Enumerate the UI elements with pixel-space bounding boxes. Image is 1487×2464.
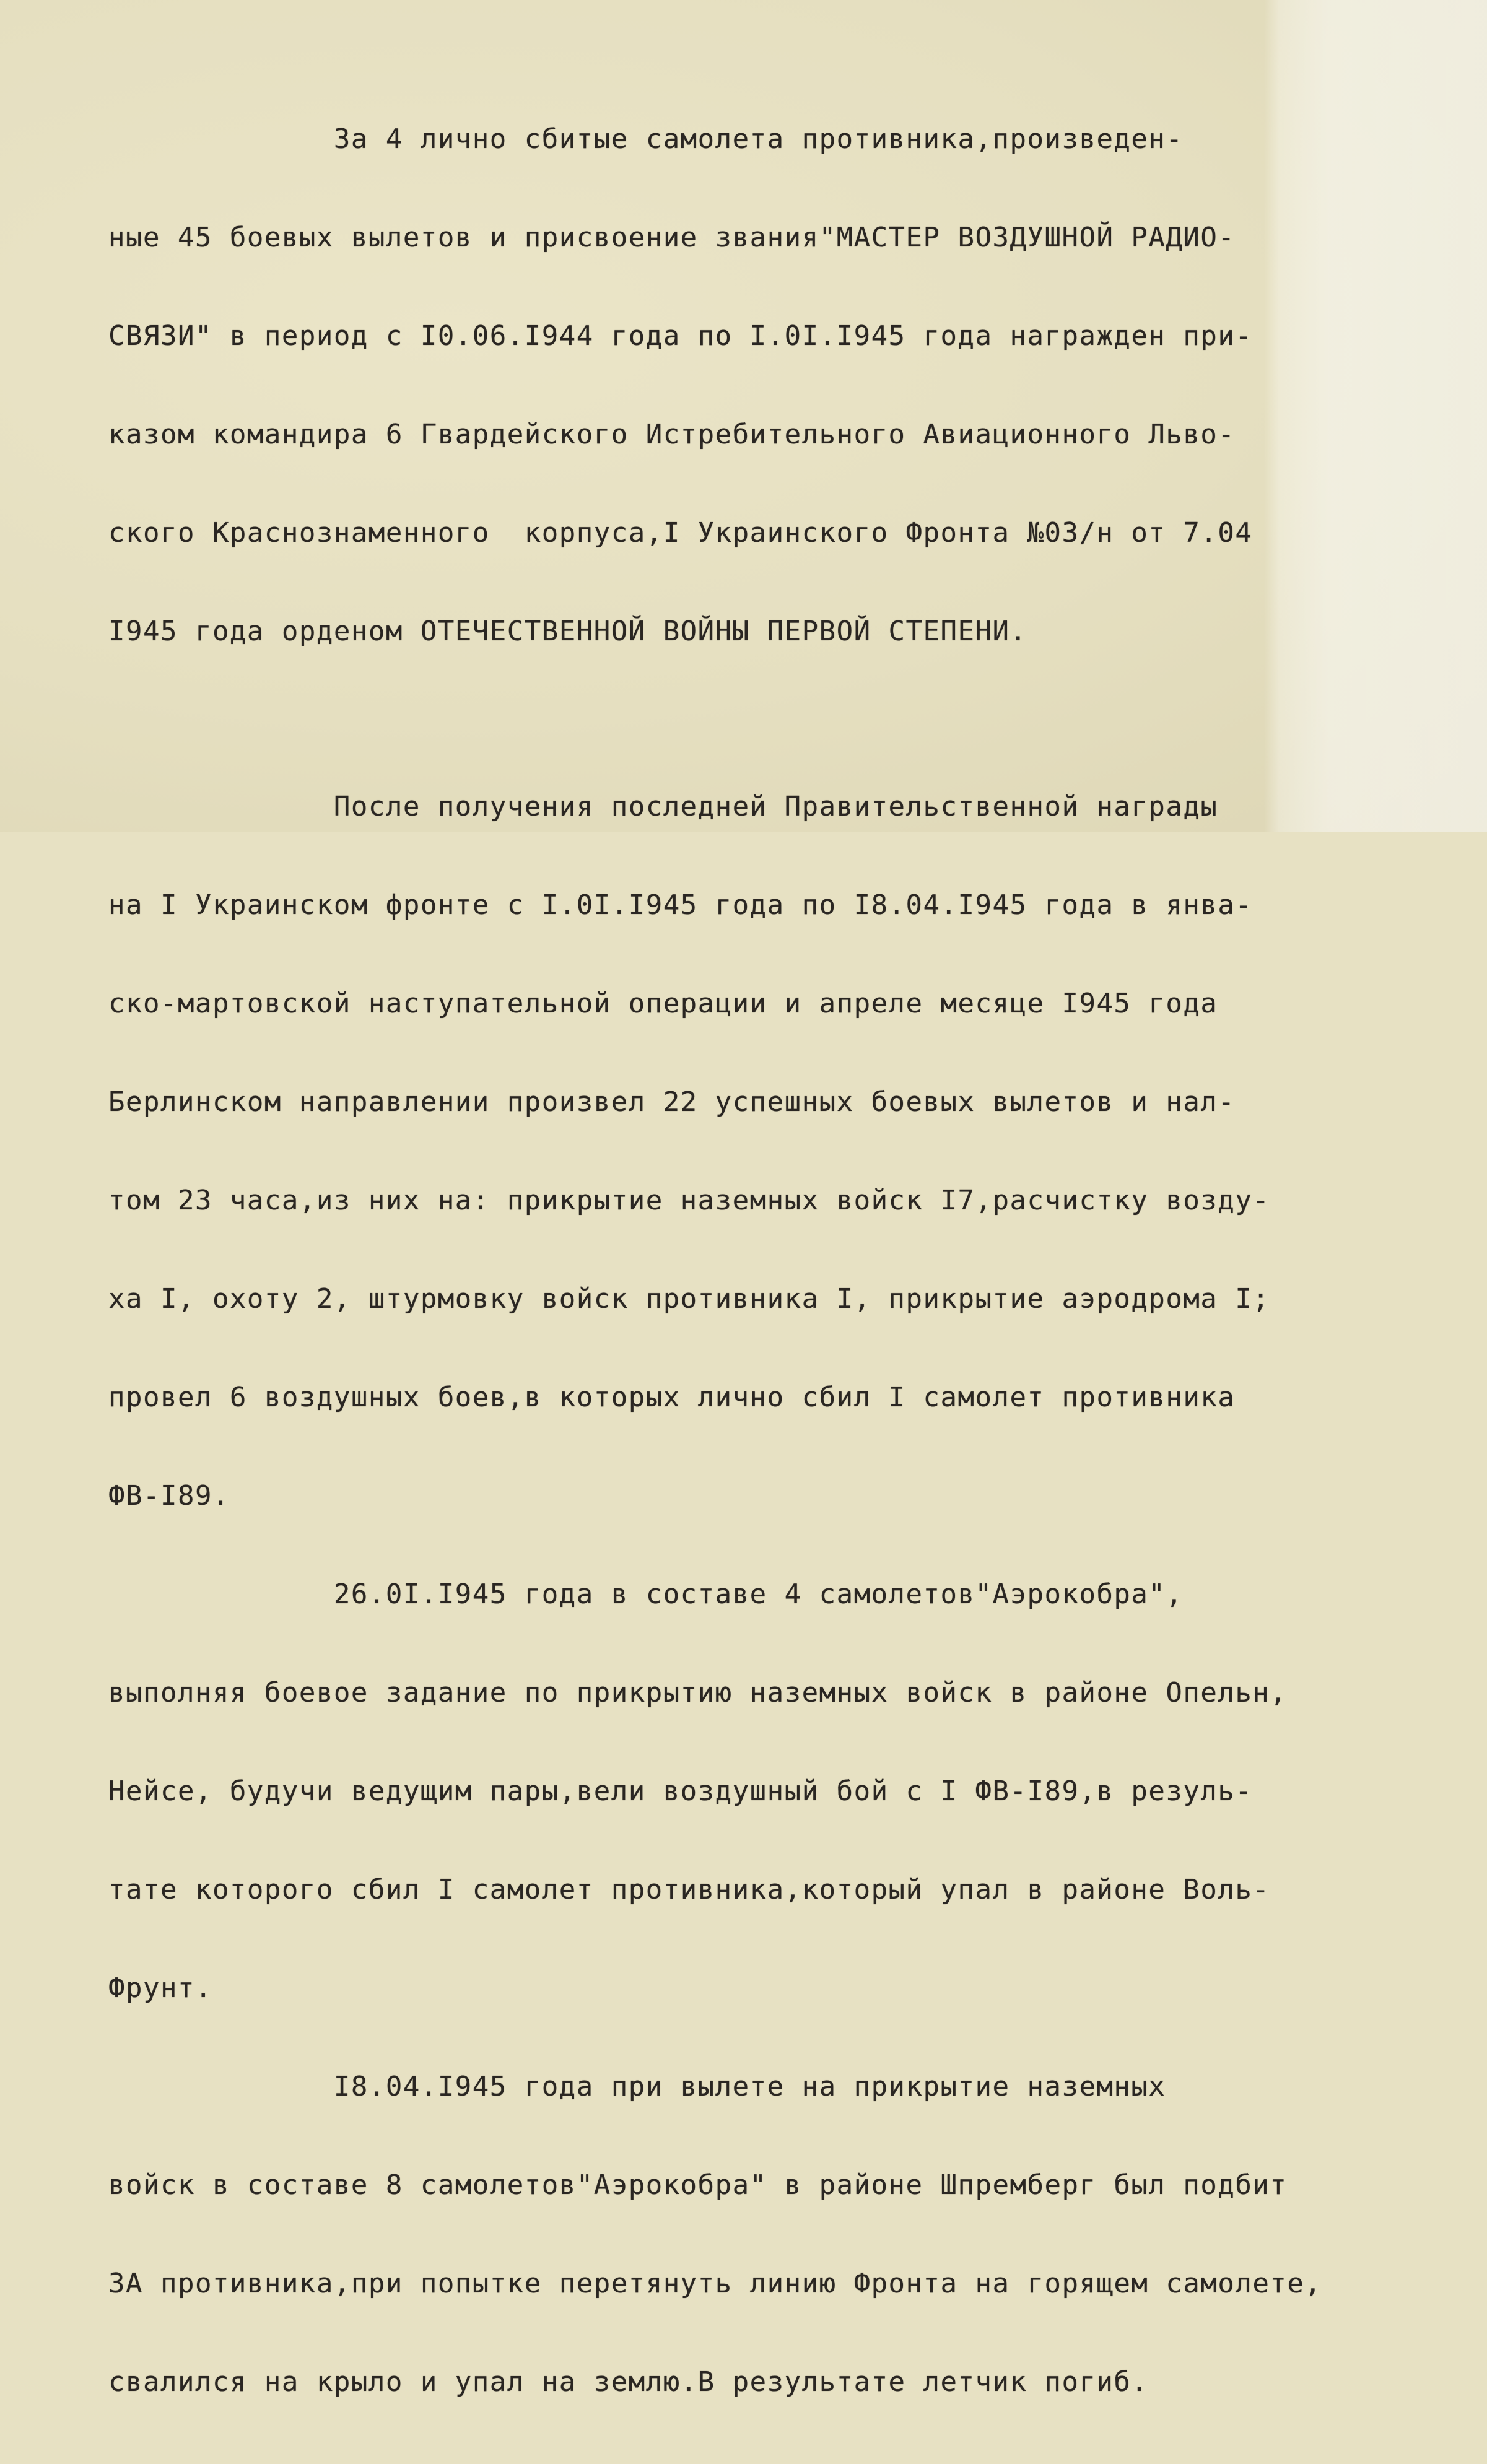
text-line: ского Краснознаменного корпуса,I Украинского Фронта №03/н от 7.04 <box>108 517 1253 549</box>
text-line: СВЯЗИ" в период с I0.06.I944 года по I.0I.I945 года награжден при- <box>108 320 1253 352</box>
text-line: ЗА противника,при попытке перетянуть линию Фронта на горящем самолете, <box>108 2268 1322 2299</box>
text-line: 26.0I.I945 года в составе 4 самолетов"Аэрокобра", <box>108 1578 1184 1610</box>
text-line: Нейсе, будучи ведущим пары,вели воздушный бой с I ФВ-I89,в резуль- <box>108 1775 1253 1807</box>
text-line: За 4 лично сбитые самолета противника,произведен- <box>108 123 1184 155</box>
text-line: После получения последней Правительственной награды <box>108 791 1218 822</box>
text-line: свалился на крыло и упал на землю.В результате летчик погиб. <box>108 2366 1149 2398</box>
text-line: I945 года орденом ОТЕЧЕСТВЕННОЙ ВОЙНЫ ПЕРВОЙ СТЕПЕНИ. <box>108 616 1027 647</box>
text-line: ха I, охоту 2, штурмовку войск противника I, прикрытие аэродрома I; <box>108 1283 1270 1315</box>
text-line: ные 45 боевых вылетов и присвоение звания"МАСТЕР ВОЗДУШНОЙ РАДИО- <box>108 222 1236 253</box>
text-line: казом командира 6 Гвардейского Истребительного Авиационного Льво- <box>108 419 1236 450</box>
text-line: ско-мартовской наступательной операции и апреле месяце I945 года <box>108 988 1218 1019</box>
text-line: Берлинском направлении произвел 22 успешных боевых вылетов и нал- <box>108 1086 1236 1118</box>
text-line: войск в составе 8 самолетов"Аэрокобра" в районе Шпремберг был подбит <box>108 2169 1288 2201</box>
typewritten-text-block <box>108 57 1384 2464</box>
text-line: провел 6 воздушных боев,в которых лично сбил I самолет противника <box>108 1382 1236 1413</box>
text-line: Фрунт. <box>108 1972 212 2004</box>
paragraph-gap <box>108 713 1384 725</box>
text-line: тате которого сбил I самолет противника,который упал в районе Воль- <box>108 1874 1270 1905</box>
text-line: на I Украинском фронте с I.0I.I945 года по I8.04.I945 года в янва- <box>108 889 1253 921</box>
text-line: ФВ-I89. <box>108 1480 230 1512</box>
text-line: I8.04.I945 года при вылете на прикрытие наземных <box>108 2071 1166 2102</box>
text-line: том 23 часа,из них на: прикрытие наземных войск I7,расчистку возду- <box>108 1185 1270 1216</box>
text-line: выполняя боевое задание по прикрытию наземных войск в районе Опельн, <box>108 1677 1288 1709</box>
